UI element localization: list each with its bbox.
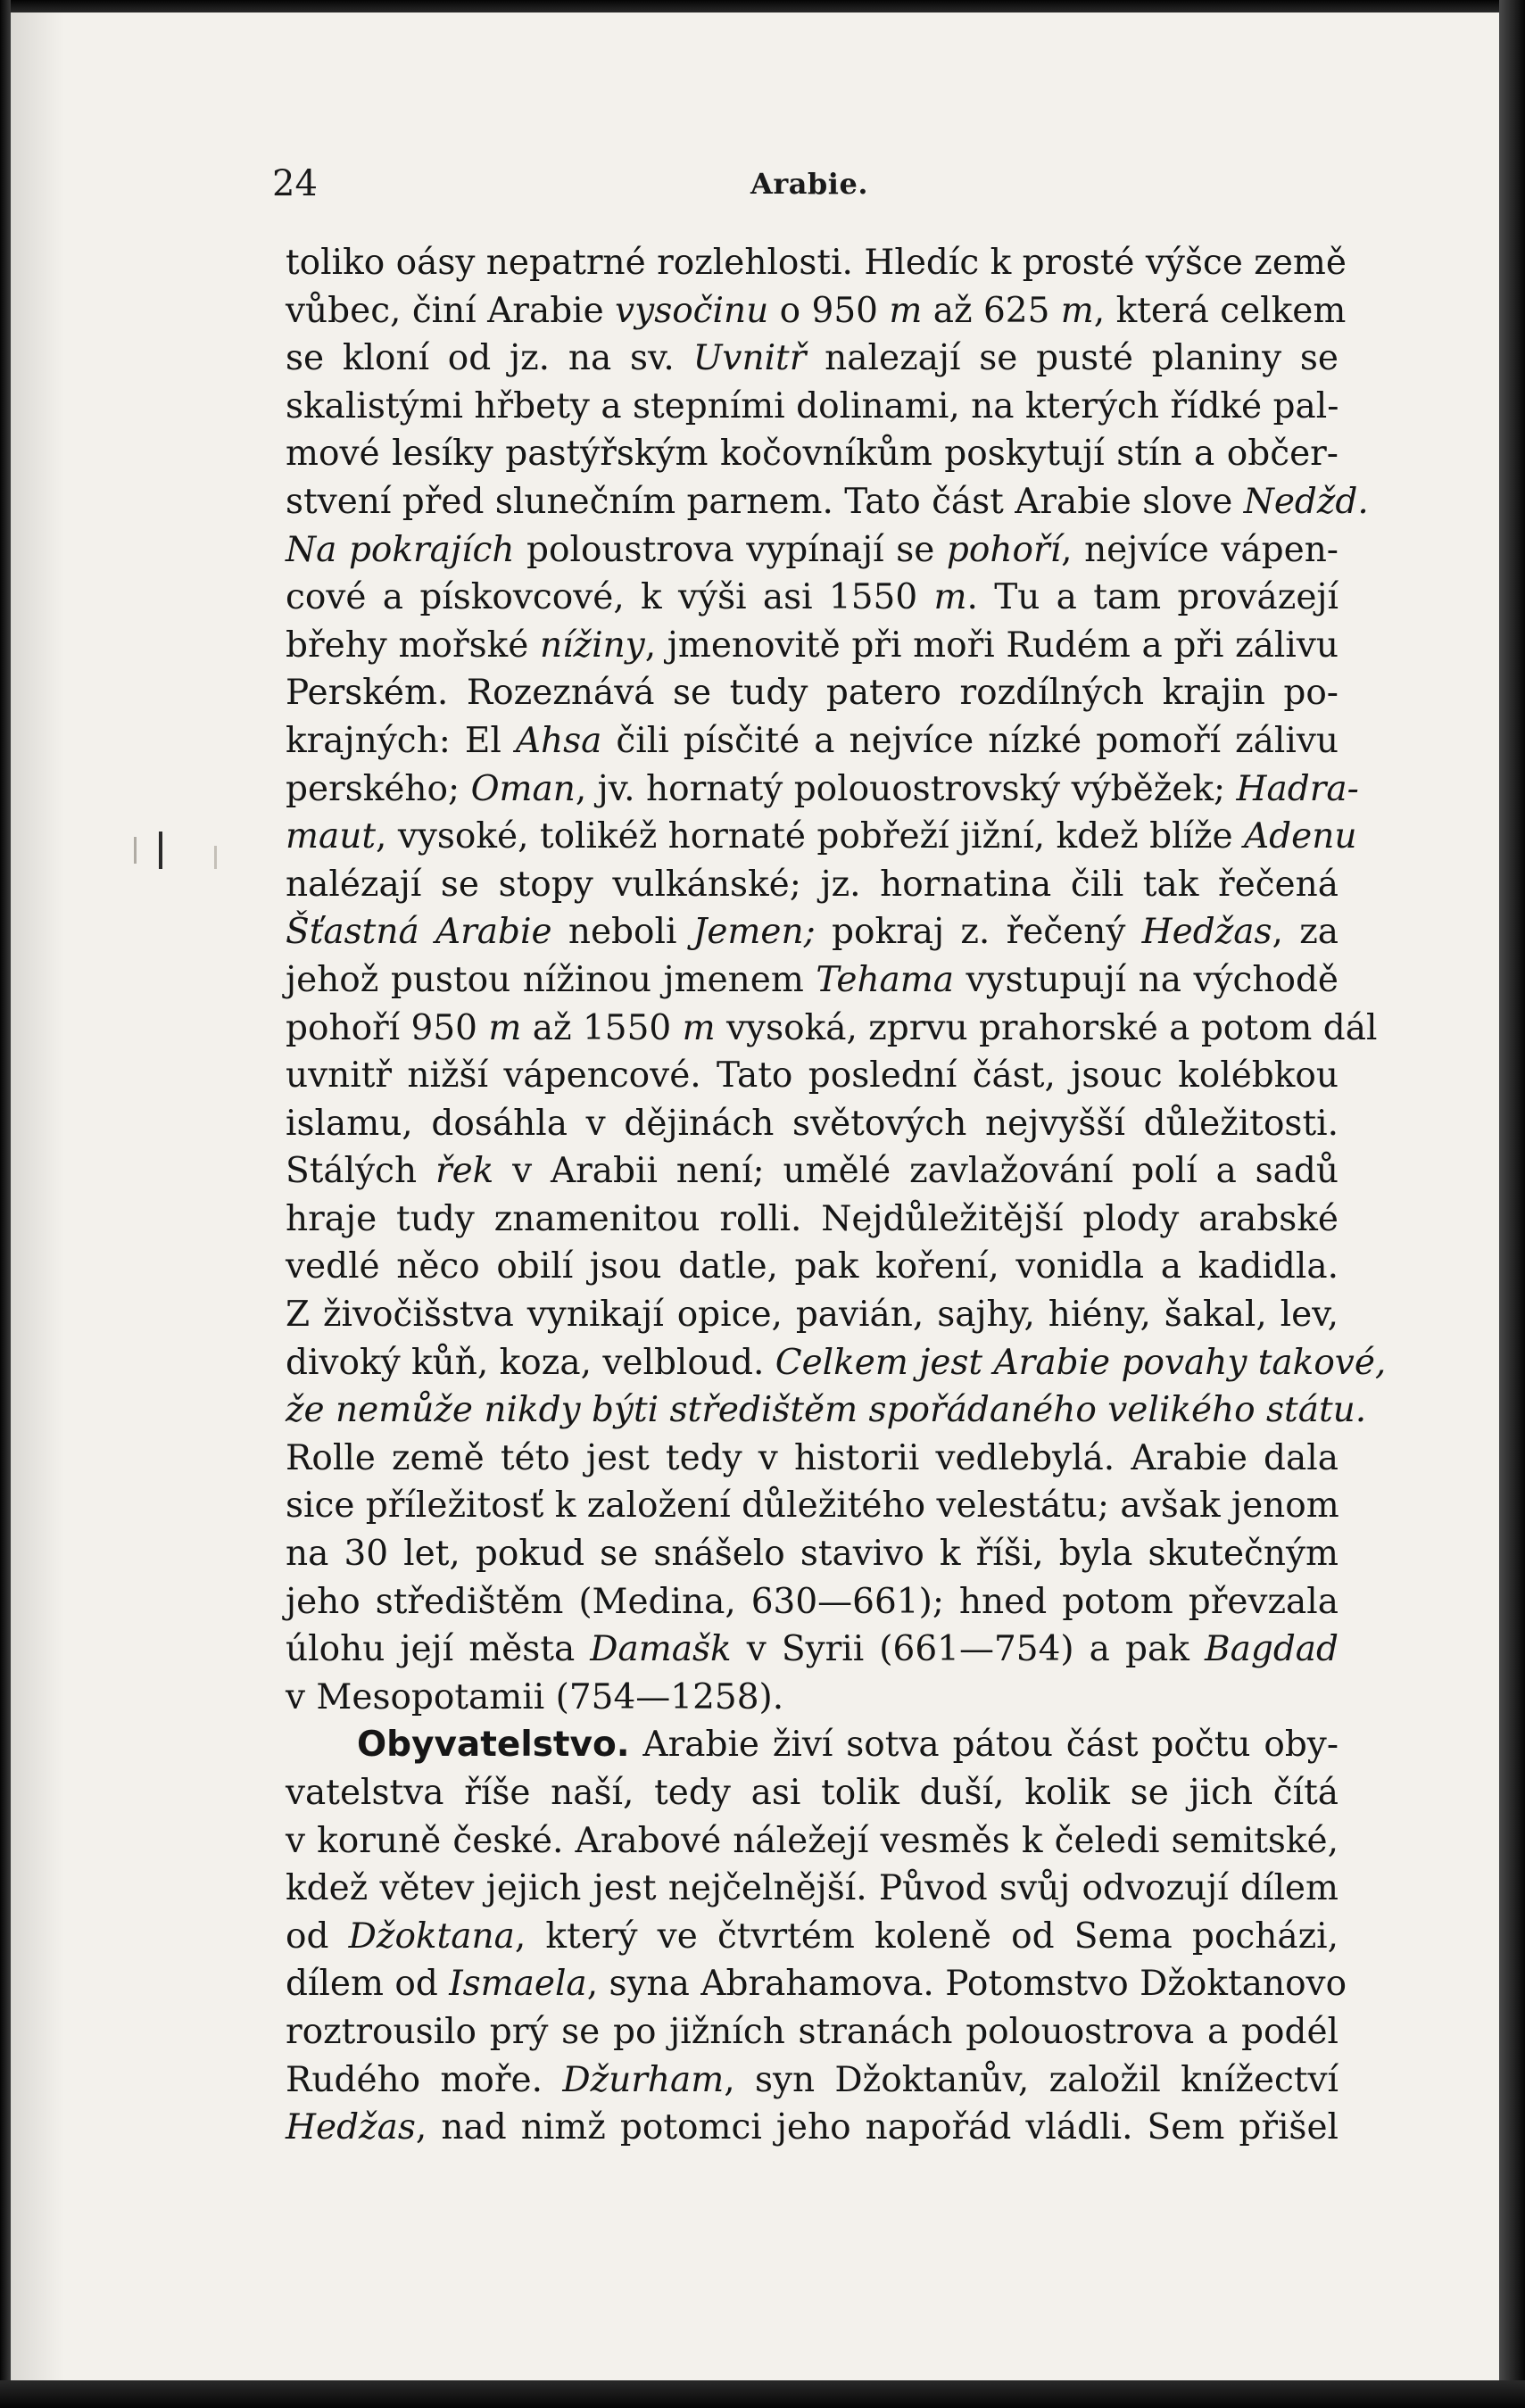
text-line: [286, 1482, 1339, 1530]
emphasized-text: Celkem jest Arabie povahy takové,: [775, 1342, 1387, 1383]
text-line: [286, 1005, 1378, 1053]
emphasized-text: Šťastná Arabie: [286, 912, 552, 953]
text-span: , za: [1272, 912, 1339, 953]
text-line: [286, 1721, 1339, 1769]
text-span: nalézají se stopy vulkánské; jz. hornatina čili tak řečená: [286, 864, 1339, 905]
text-span: , která celkem: [1093, 290, 1347, 331]
text-span: úlohu její města: [286, 1629, 591, 1670]
emphasized-text: pohoří: [946, 529, 1062, 570]
text-line: [286, 1578, 1339, 1626]
emphasized-text: Hedžas: [1141, 912, 1272, 953]
text-span: až 625: [922, 290, 1061, 331]
text-span: perského;: [286, 768, 471, 809]
text-span: jehož pustou nížinou jmenem: [286, 959, 816, 1000]
emphasized-text: m: [682, 1007, 716, 1048]
text-span: toliko oásy nepatrné rozlehlosti. Hledíc k prosté výšce země: [286, 243, 1347, 283]
text-span: , který ve čtvrtém koleně od Sema pocházi,: [514, 1916, 1339, 1957]
text-line: [286, 1196, 1339, 1244]
emphasized-text: nížiny: [539, 625, 645, 666]
text-line: [286, 1769, 1339, 1817]
text-span: vatelstva říše naší, tedy asi tolik duší, kolik se jich čítá: [286, 1773, 1339, 1813]
text-span: sice příležitosť k založení důležitého velestátu; avšak jenom: [286, 1485, 1339, 1527]
text-span: , nejvíce vápen-: [1061, 529, 1339, 570]
emphasized-text: Damašk: [590, 1629, 732, 1670]
page-number: 24: [272, 163, 318, 204]
text-line: [286, 335, 1339, 383]
text-line: [286, 1052, 1339, 1100]
text-span: v Arabii není; umělé zavlažování polí a sadů: [493, 1151, 1339, 1192]
text-span: , syna Abrahamova. Potomstvo Džoktanovo: [586, 1964, 1347, 2005]
text-line: [286, 1674, 1339, 1722]
text-span: poloustrova vypínají se: [514, 529, 947, 570]
scan-border-bottom: [0, 2380, 1525, 2408]
text-line: [286, 1817, 1339, 1866]
emphasized-text: m: [488, 1007, 522, 1048]
text-line: [286, 1960, 1347, 2008]
text-span: neboli: [551, 912, 693, 953]
text-span: v Syrii (661—754) a pak: [731, 1629, 1205, 1670]
emphasized-text: Uvnitř: [692, 338, 807, 379]
text-span: Arabie živí sotva pátou část počtu oby-: [629, 1725, 1339, 1766]
emphasized-text: vysočinu: [615, 290, 769, 331]
scan-border-right: [1499, 0, 1525, 2408]
text-span: divoký kůň, koza, velbloud.: [286, 1342, 775, 1383]
text-span: vedlé něco obilí jsou datle, pak koření, vonidla a kadidla.: [286, 1246, 1339, 1287]
emphasized-text: Nedžd.: [1243, 481, 1369, 522]
emphasized-text: m: [933, 577, 967, 618]
text-span: se kloní od jz. na sv.: [286, 338, 693, 379]
text-span: čili písčité a nejvíce nízké pomoří zálivu: [601, 720, 1339, 761]
text-line: [286, 430, 1339, 478]
text-span: Rudého moře.: [286, 2059, 563, 2100]
text-line: [286, 478, 1369, 526]
text-line: [286, 2008, 1339, 2056]
scan-border-left: [0, 0, 11, 2408]
emphasized-text: Ismaela: [449, 1964, 587, 2005]
text-line: [286, 1339, 1387, 1387]
scan-border-top: [0, 0, 1525, 12]
emphasized-text: m: [889, 290, 923, 331]
emphasized-text: Hadra-: [1236, 768, 1359, 809]
text-line: [286, 287, 1347, 335]
text-span: Rolle země této jest tedy v historii vedlebylá. Arabie dala: [286, 1437, 1339, 1478]
text-span: Stálých: [286, 1151, 435, 1192]
page-header: [272, 163, 1343, 208]
text-line: [286, 1100, 1339, 1148]
text-line: [286, 861, 1339, 909]
text-line: [286, 1243, 1339, 1291]
text-span: o 950: [768, 290, 890, 331]
text-span: pokraj z. řečený: [815, 912, 1142, 953]
text-span: , jv. hornatý polouostrovský výběžek;: [575, 768, 1237, 809]
emphasized-text: m: [1060, 290, 1094, 331]
text-span: Perském. Rozeznává se tudy patero rozdílných krajin po-: [286, 673, 1339, 714]
emphasized-text: Ahsa: [515, 720, 602, 761]
text-line: [286, 383, 1339, 431]
text-span: , vysoké, tolikéž hornaté pobřeží jižní, kdež blíže: [376, 816, 1245, 857]
text-span: roztrousilo prý se po jižních stranách polouostrova a podél: [286, 2011, 1339, 2052]
text-line: [286, 1291, 1339, 1339]
text-line: [286, 717, 1339, 765]
text-line: [286, 1435, 1339, 1483]
emphasized-text: Jemen;: [692, 912, 816, 953]
text-line: [286, 239, 1347, 287]
running-head: Arabie.: [750, 167, 868, 201]
text-span: vysoká, zprvu prahorské a potom dál: [715, 1007, 1378, 1048]
text-span: dílem od: [286, 1964, 450, 2005]
text-span: v koruně české. Arabové náležejí vesměs k čeledi semitské,: [286, 1820, 1339, 1861]
margin-smudge-marks: [125, 830, 232, 892]
emphasized-text: že nemůže nikdy býti středištěm spořádaného velikého státu.: [286, 1390, 1367, 1431]
text-span: . Tu a tam provázejí: [966, 577, 1339, 618]
text-line: [286, 1913, 1339, 1961]
text-line: [286, 1147, 1339, 1196]
emphasized-text: Oman: [470, 768, 576, 809]
emphasized-text: Hedžas: [286, 2107, 416, 2148]
text-line: [286, 1530, 1339, 1578]
emphasized-text: řek: [435, 1151, 494, 1192]
text-span: , nad nimž potomci jeho napořád vládli. Sem přišel: [415, 2107, 1339, 2148]
text-line: [286, 1865, 1339, 1913]
section-heading: Obyvatelstvo.: [357, 1725, 630, 1766]
emphasized-text: Adenu: [1244, 816, 1357, 857]
text-span: vůbec, činí Arabie: [286, 290, 616, 331]
text-line: [286, 2056, 1339, 2105]
text-span: kdež větev jejich jest nejčelnější. Původ svůj odvozují dílem: [286, 1868, 1339, 1909]
text-span: islamu, dosáhla v dějinách světových nejvyšší důležitosti.: [286, 1103, 1339, 1144]
text-span: Z živočišstva vynikají opice, pavián, sajhy, hiény, šakal, lev,: [286, 1295, 1339, 1336]
page-gutter-shadow: [11, 12, 64, 2380]
body-text: [286, 239, 1387, 2152]
text-span: od: [286, 1916, 349, 1957]
text-span: uvnitř nižší vápencové. Tato poslední část, jsouc kolébkou: [286, 1055, 1339, 1096]
text-line: [286, 1386, 1367, 1435]
text-span: na 30 let, pokud se snášelo stavivo k říši, byla skutečným: [286, 1534, 1339, 1575]
text-span: stvení před slunečním parnem. Tato část Arabie slove: [286, 481, 1244, 522]
text-line: [286, 574, 1339, 622]
text-line: [286, 526, 1339, 575]
emphasized-text: Džoktana: [348, 1916, 515, 1957]
text-line: [286, 765, 1359, 814]
text-line: [286, 669, 1339, 717]
text-span: skalistými hřbety a stepními dolinami, na kterých řídké pal-: [286, 385, 1339, 426]
emphasized-text: maut: [286, 816, 377, 857]
text-span: vystupují na východě: [954, 959, 1339, 1000]
text-span: hraje tudy znamenitou rolli. Nejdůležitější plody arabské: [286, 1198, 1339, 1239]
text-span: pohoří 950: [286, 1007, 489, 1048]
emphasized-text: Džurham: [562, 2059, 725, 2100]
text-line: [286, 622, 1339, 670]
text-span: cové a pískovcové, k výši asi 1550: [286, 577, 934, 618]
text-span: nalezají se pusté planiny se: [806, 338, 1339, 379]
text-line: [286, 1626, 1339, 1674]
text-span: , jmenovitě při moři Rudém a při zálivu: [644, 625, 1339, 666]
text-span: mové lesíky pastýřským kočovníkům poskytují stín a občer-: [286, 434, 1339, 475]
text-span: v Mesopotamii (754—1258).: [286, 1676, 784, 1717]
text-span: , syn Džoktanův, založil knížectví: [724, 2059, 1339, 2100]
text-span: jeho středištěm (Medina, 630—661); hned potom převzala: [286, 1581, 1339, 1622]
text-span: břehy mořské: [286, 625, 540, 666]
text-line: [286, 2104, 1339, 2152]
text-line: [286, 908, 1339, 956]
text-line: [286, 956, 1339, 1005]
emphasized-text: Na pokrajích: [286, 529, 515, 570]
text-span: krajných: El: [286, 720, 516, 761]
emphasized-text: Tehama: [816, 959, 955, 1000]
text-line: [286, 813, 1357, 861]
text-span: až 1550: [521, 1007, 683, 1048]
emphasized-text: Bagdad: [1204, 1629, 1339, 1670]
